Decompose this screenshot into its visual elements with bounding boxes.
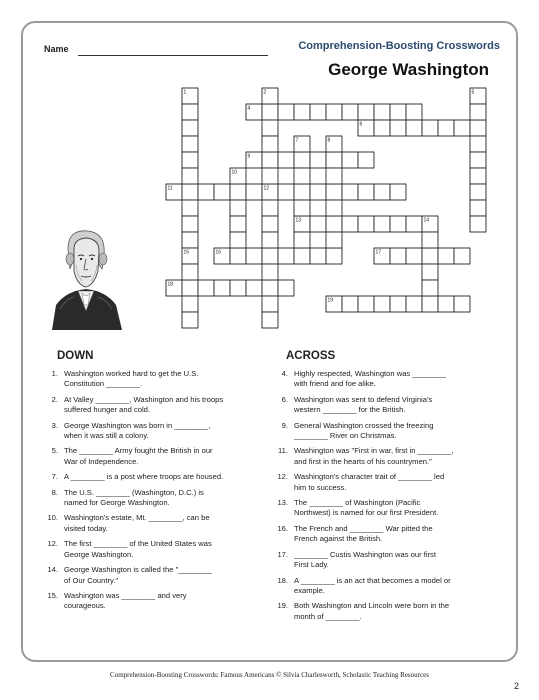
grid-cell[interactable] [358, 104, 374, 120]
clue-number-label: 18 [167, 281, 174, 288]
grid-cell[interactable] [390, 120, 406, 136]
clue-text: Washington was "First in war, first in ________, and first in the hearts of his countrymen." [294, 446, 454, 466]
grid-cell[interactable] [358, 296, 374, 312]
grid-cell[interactable] [342, 152, 358, 168]
grid-cell[interactable] [262, 312, 278, 328]
grid-cell[interactable] [326, 216, 342, 232]
washington-portrait [46, 225, 126, 330]
clue-number-label: 6 [359, 121, 363, 128]
down-heading: DOWN [57, 350, 94, 362]
clue-number-label: 9 [247, 153, 251, 160]
name-label: Name [44, 44, 69, 54]
clue-number: 5. [51, 446, 58, 456]
clue-number-label: 8 [327, 137, 331, 144]
grid-cell[interactable] [278, 280, 294, 296]
grid-cell[interactable] [182, 120, 198, 136]
across-heading: ACROSS [286, 350, 336, 362]
grid-cell[interactable] [182, 184, 198, 200]
grid-cell[interactable] [470, 168, 486, 184]
grid-cell[interactable] [262, 136, 278, 152]
grid-cell[interactable] [182, 280, 198, 296]
clue-text: The ________ Army fought the British in our War of Independence. [64, 446, 213, 466]
across-clue [266, 576, 516, 597]
across-clue [266, 498, 516, 519]
page-number: 2 [513, 681, 519, 691]
down-clues [36, 369, 271, 617]
clue-text: Washington was ________ and very courageous. [64, 590, 187, 611]
grid-cell[interactable] [230, 248, 246, 264]
clue-number: 9. [281, 420, 288, 430]
grid-cell[interactable] [246, 184, 262, 200]
clue-text: The ________ of Washington (Pacific Northwest) is named for our first President. [294, 498, 439, 518]
clue-number-label: 4 [247, 105, 251, 112]
clue-number-label: 17 [375, 249, 382, 256]
grid-cell[interactable] [294, 232, 310, 248]
grid-cell[interactable] [470, 200, 486, 216]
grid-cell[interactable] [230, 280, 246, 296]
grid-cell[interactable] [358, 184, 374, 200]
clue-number: 2. [51, 394, 58, 404]
clue-number-label: 1 [183, 89, 187, 96]
down-clue [36, 513, 271, 534]
grid-cell[interactable] [358, 216, 374, 232]
across-clue [266, 524, 516, 545]
clue-text: General Washington crossed the freezing ________ River on Christmas. [294, 420, 434, 441]
grid-cell[interactable] [390, 296, 406, 312]
across-clue [266, 550, 516, 571]
grid-cell[interactable] [182, 168, 198, 184]
grid-cell[interactable] [294, 248, 310, 264]
grid-cell[interactable] [230, 200, 246, 216]
clue-number: 16. [277, 523, 288, 533]
down-clue [36, 421, 271, 442]
clue-text: A ________ is an act that becomes a model or example. [294, 575, 451, 595]
grid-cell[interactable] [470, 120, 486, 136]
across-clue [266, 421, 516, 442]
grid-cell[interactable] [326, 248, 342, 264]
clue-number: 6. [281, 394, 288, 404]
clue-number: 17. [277, 549, 288, 559]
grid-cell[interactable] [182, 296, 198, 312]
clue-number-label: 2 [263, 89, 267, 96]
grid-cell[interactable] [294, 152, 310, 168]
grid-cell[interactable] [182, 264, 198, 280]
grid-cell[interactable] [294, 200, 310, 216]
clue-number: 1. [51, 369, 58, 378]
grid-cell[interactable] [182, 216, 198, 232]
grid-cell[interactable] [406, 216, 422, 232]
clue-text: George Washington is called the "________ of Our Country." [64, 565, 213, 585]
across-clues [266, 369, 516, 627]
grid-cell[interactable] [262, 120, 278, 136]
across-clue [266, 369, 516, 390]
grid-cell[interactable] [294, 168, 310, 184]
grid-cell[interactable] [182, 312, 198, 328]
grid-cell[interactable] [310, 104, 326, 120]
grid-cell[interactable] [390, 184, 406, 200]
grid-cell[interactable] [422, 296, 438, 312]
grid-cell[interactable] [390, 216, 406, 232]
clue-number: 11. [278, 446, 288, 456]
grid-cell[interactable] [326, 168, 342, 184]
clue-number-label: 14 [423, 217, 430, 224]
grid-cell[interactable] [342, 104, 358, 120]
grid-cell[interactable] [278, 248, 294, 264]
clue-text: Washington's character trait of ________ led him to success. [294, 472, 445, 492]
clue-number: 3. [51, 420, 58, 430]
clue-text: George Washington was born in ________, when it was still a colony. [64, 420, 211, 441]
grid-cell[interactable] [230, 232, 246, 248]
clue-number-label: 10 [231, 169, 238, 176]
grid-cell[interactable] [262, 232, 278, 248]
grid-cell[interactable] [454, 296, 470, 312]
grid-cell[interactable] [182, 136, 198, 152]
clue-number: 7. [51, 472, 58, 482]
grid-cell[interactable] [470, 216, 486, 232]
down-clue [36, 395, 271, 416]
grid-cell[interactable] [262, 152, 278, 168]
grid-cell[interactable] [438, 248, 454, 264]
grid-cell[interactable] [326, 200, 342, 216]
clue-number-label: 13 [295, 217, 302, 224]
across-clue [266, 472, 516, 493]
grid-cell[interactable] [214, 184, 230, 200]
down-clue [36, 488, 271, 509]
grid-cell[interactable] [262, 280, 278, 296]
grid-cell[interactable] [326, 152, 342, 168]
grid-cell[interactable] [454, 120, 470, 136]
grid-cell[interactable] [214, 280, 230, 296]
grid-cell[interactable] [310, 248, 326, 264]
clue-text: Washington worked hard to get the U.S. Constitution ________. [64, 369, 199, 389]
clue-number: 4. [281, 369, 288, 378]
grid-cell[interactable] [182, 152, 198, 168]
grid-cell[interactable] [374, 120, 390, 136]
grid-cell[interactable] [422, 120, 438, 136]
down-clue [36, 369, 271, 390]
grid-cell[interactable] [294, 184, 310, 200]
grid-cell[interactable] [422, 248, 438, 264]
down-clue [36, 472, 271, 482]
grid-cell[interactable] [406, 248, 422, 264]
down-clue [36, 591, 271, 612]
clue-text: The French and ________ War pitted the French against the British. [294, 523, 433, 544]
grid-cell[interactable] [182, 200, 198, 216]
clue-text: The U.S. ________ (Washington, D.C.) is named for George Washington. [64, 487, 204, 508]
series-title: Comprehension-Boosting Crosswords [298, 40, 500, 52]
clue-text: Both Washington and Lincoln were born in the month of ________. [294, 601, 450, 621]
grid-cell[interactable] [262, 296, 278, 312]
clue-number-label: 5 [471, 89, 475, 96]
down-clue [36, 565, 271, 586]
grid-cell[interactable] [278, 152, 294, 168]
clue-text: Highly respected, Washington was ________ with friend and foe alike. [294, 369, 447, 389]
clue-number-label: 15 [183, 249, 190, 256]
grid-cell[interactable] [262, 264, 278, 280]
grid-cell[interactable] [262, 200, 278, 216]
grid-cell[interactable] [406, 120, 422, 136]
clue-number-label: 16 [215, 249, 222, 256]
grid-cell[interactable] [374, 104, 390, 120]
grid-cell[interactable] [246, 248, 262, 264]
footer-credit: Comprehension-Boosting Crosswords: Famous Americans © Silvia Charlesworth, Scholastic Teaching Resources [110, 671, 429, 679]
clue-number-label: 7 [295, 137, 299, 144]
down-clue [36, 446, 271, 467]
grid-cell[interactable] [374, 184, 390, 200]
grid-cell[interactable] [262, 168, 278, 184]
grid-cell[interactable] [294, 104, 310, 120]
grid-cell[interactable] [454, 248, 470, 264]
grid-cell[interactable] [470, 104, 486, 120]
grid-cell[interactable] [246, 280, 262, 296]
grid-cell[interactable] [438, 296, 454, 312]
grid-cell[interactable] [342, 216, 358, 232]
clue-number: 18. [277, 575, 288, 585]
grid-cell[interactable] [182, 104, 198, 120]
clue-text: Washington was sent to defend Virginia's western ________ for the British. [294, 394, 433, 415]
grid-cell[interactable] [422, 232, 438, 248]
clue-text: A ________ is a post where troops are housed. [64, 472, 224, 482]
grid-cell[interactable] [278, 184, 294, 200]
clue-number-label: 12 [263, 185, 270, 192]
grid-cell[interactable] [406, 104, 422, 120]
grid-cell[interactable] [422, 280, 438, 296]
grid-cell[interactable] [390, 248, 406, 264]
clue-number: 12. [277, 472, 288, 482]
clue-text: At Valley ________, Washington and his troops suffered hunger and cold. [64, 394, 224, 415]
clue-number-label: 19 [327, 297, 334, 304]
grid-cell[interactable] [470, 152, 486, 168]
clue-number: 8. [51, 487, 58, 497]
grid-cell[interactable] [262, 248, 278, 264]
clue-number: 15. [47, 590, 58, 600]
across-clue [266, 395, 516, 416]
grid-cell[interactable] [182, 232, 198, 248]
grid-cell[interactable] [358, 152, 374, 168]
grid-cell[interactable] [470, 184, 486, 200]
clue-number: 12. [47, 539, 58, 549]
grid-cell[interactable] [422, 264, 438, 280]
grid-cell[interactable] [262, 104, 278, 120]
grid-cell[interactable] [326, 184, 342, 200]
grid-cell[interactable] [230, 216, 246, 232]
clue-number-label: 11 [167, 185, 173, 192]
grid-cell[interactable] [310, 216, 326, 232]
grid-cell[interactable] [326, 104, 342, 120]
grid-cell[interactable] [230, 184, 246, 200]
clue-text: ________ Custis Washington was our first First Lady. [294, 549, 436, 570]
grid-cell[interactable] [374, 296, 390, 312]
clue-number: 13. [277, 498, 288, 508]
grid-cell[interactable] [198, 184, 214, 200]
clue-text: Washington's estate, Mt. ________, can be visited today. [64, 513, 210, 533]
page-title: George Washington [328, 60, 489, 79]
clue-number: 10. [47, 513, 58, 523]
grid-cell[interactable] [278, 104, 294, 120]
grid-cell[interactable] [406, 296, 422, 312]
grid-cell[interactable] [470, 136, 486, 152]
grid-cell[interactable] [326, 232, 342, 248]
clue-number: 19. [277, 601, 288, 611]
grid-cell[interactable] [262, 216, 278, 232]
across-clue [266, 601, 516, 622]
grid-cell[interactable] [198, 280, 214, 296]
grid-cell[interactable] [342, 296, 358, 312]
down-clue [36, 539, 271, 560]
grid-cell[interactable] [342, 184, 358, 200]
grid-cell[interactable] [310, 152, 326, 168]
grid-cell[interactable] [310, 184, 326, 200]
clue-text: The first ________ of the United States was George Washington. [64, 539, 212, 559]
across-clue [266, 446, 516, 467]
grid-cell[interactable] [438, 120, 454, 136]
grid-cell[interactable] [374, 216, 390, 232]
grid-cell[interactable] [390, 104, 406, 120]
clue-number: 14. [47, 565, 58, 575]
